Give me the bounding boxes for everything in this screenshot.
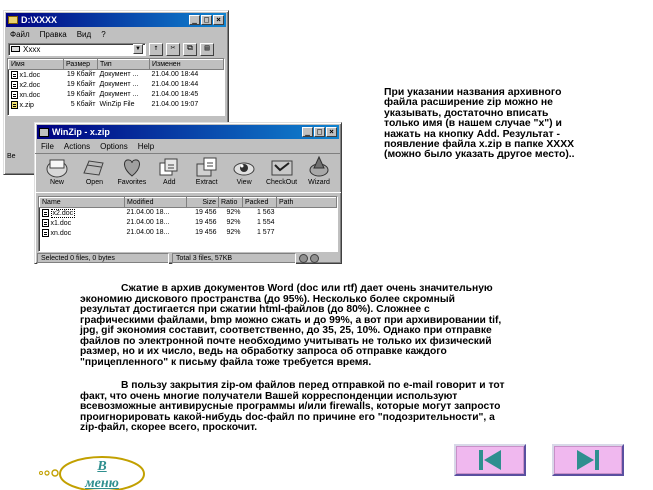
next-button[interactable] — [552, 444, 624, 476]
new-archive-icon — [44, 155, 70, 179]
file-type: Документ ... — [99, 91, 139, 98]
doc-file-icon — [42, 209, 49, 217]
add-files-icon — [156, 155, 182, 179]
file-modified: 21.04.00 19:07 — [151, 101, 199, 108]
table-row[interactable] — [9, 90, 224, 100]
minimize-button[interactable]: _ — [189, 15, 200, 25]
file-path — [277, 208, 337, 218]
doc-file-icon — [11, 71, 18, 79]
open-button[interactable]: Open — [76, 155, 112, 191]
file-modified: 21.04.00 18:45 — [151, 91, 199, 98]
file-name: x2.doc — [52, 209, 74, 217]
view-button[interactable]: View — [226, 155, 262, 191]
new-button[interactable]: New — [39, 155, 75, 191]
explorer-titlebar[interactable] — [6, 13, 226, 27]
checkout-icon — [269, 155, 295, 179]
favorites-heart-icon — [119, 155, 145, 179]
col-modified[interactable]: Modified — [125, 198, 187, 208]
file-modified: 21.04.00 18:44 — [151, 71, 199, 79]
file-ratio: 92% — [226, 209, 241, 217]
menu-options[interactable]: Options — [100, 142, 128, 151]
status-selected: Selected 0 files, 0 bytes — [37, 253, 169, 264]
winzip-toolbar — [35, 153, 341, 193]
col-name[interactable]: Имя — [9, 60, 64, 70]
menu-link-text[interactable]: В меню — [85, 459, 119, 490]
add-button[interactable]: Add — [151, 155, 187, 191]
open-archive-icon — [81, 155, 107, 179]
winzip-logo-icon — [39, 128, 49, 137]
close-button[interactable]: × — [326, 127, 337, 137]
menu-link[interactable] — [38, 452, 148, 490]
view-eye-icon — [231, 155, 257, 179]
explorer-menubar — [4, 29, 228, 41]
cut-icon[interactable]: ✂ — [166, 43, 180, 56]
file-size: 5 Кбайт — [70, 101, 96, 108]
file-size: 19 456 — [195, 209, 217, 217]
zip-file-icon — [11, 101, 18, 109]
menu-help[interactable]: Help — [137, 142, 155, 151]
doc-file-icon — [42, 229, 49, 237]
favorites-button[interactable]: Favorites — [114, 155, 150, 191]
file-type: Документ ... — [99, 81, 139, 88]
table-row[interactable] — [40, 218, 337, 228]
menu-view[interactable]: Вид — [76, 30, 92, 39]
explorer-addressbar — [4, 41, 228, 57]
file-size: 19 Кбайт — [66, 91, 96, 98]
wizard-button[interactable]: Wizard — [301, 155, 337, 191]
extract-button[interactable]: Extract — [189, 155, 225, 191]
status-total: Total 3 files, 57KB — [172, 253, 296, 264]
file-packed: 1 563 — [256, 209, 275, 217]
doc-file-icon — [11, 91, 18, 99]
table-row[interactable] — [9, 80, 224, 90]
status-lights-icon — [299, 253, 319, 264]
wizard-icon — [306, 155, 332, 179]
note-text: При указании названия архивного файла расширение zip можно не указывать, достаточно вписать только имя (в нашем случае "x") и нажать на кнопку Add. Результат - появление файла x.zip в папке XXXX (можно было указать другое место).. — [384, 87, 575, 161]
file-size: 19 456 — [195, 229, 217, 236]
winzip-window — [34, 122, 342, 264]
col-type[interactable]: Тип — [98, 60, 150, 70]
file-path — [277, 228, 337, 238]
explorer-file-list — [7, 58, 225, 116]
file-ratio: 92% — [226, 229, 241, 236]
copy-icon[interactable]: ⧉ — [183, 43, 197, 56]
maximize-button[interactable]: □ — [314, 127, 325, 137]
file-name: x.zip — [19, 101, 34, 109]
paragraph-2: В пользу закрытия zip-ом файлов перед отправкой по e-mail говорит и тот факт, что очень многие получатели Вашей корреспонденции используют всевозможные антивирусные программы и/или firewalls, которые могут запросто проигнорировать какой-нибудь doc-файл по причине его "подозрительности", а zip-файл, скорее всего, проскочит. — [80, 380, 505, 433]
file-modified: 21.04.00 18... — [126, 209, 170, 217]
file-modified: 21.04.00 18... — [126, 219, 170, 226]
menu-file[interactable]: File — [41, 142, 54, 151]
file-size: 19 Кбайт — [66, 81, 96, 88]
prev-button[interactable] — [454, 444, 526, 476]
file-modified: 21.04.00 18... — [126, 229, 170, 236]
file-type: Документ ... — [99, 71, 139, 79]
chevron-down-icon[interactable]: ▼ — [133, 44, 143, 54]
col-size[interactable]: Размер — [64, 60, 98, 70]
file-size: 19 456 — [195, 219, 217, 226]
col-path[interactable]: Path — [277, 198, 337, 208]
table-row[interactable] — [40, 208, 337, 218]
menu-help[interactable]: ? — [101, 30, 106, 39]
address-combo[interactable] — [8, 43, 146, 56]
close-button[interactable]: × — [213, 15, 224, 25]
explorer-title: D:\XXXX — [21, 15, 58, 25]
doc-file-icon — [11, 81, 18, 89]
checkout-button[interactable]: CheckOut — [264, 155, 300, 191]
file-type: WinZip File — [99, 101, 135, 108]
skip-back-icon — [475, 448, 505, 472]
file-path — [277, 218, 337, 228]
drive-icon — [11, 46, 20, 52]
winzip-title: WinZip - x.zip — [52, 127, 110, 137]
file-name: xn.doc — [19, 91, 41, 99]
file-packed: 1 577 — [256, 229, 275, 236]
extract-files-icon — [194, 155, 220, 179]
winzip-statusbar — [35, 252, 341, 265]
col-size[interactable]: Size — [187, 198, 219, 208]
paragraph-1: Сжатие в архив документов Word (doc или rtf) дает очень значительную экономию дискового пространства (до 95%). Несколько более скромный результат достигается при сжатии html-файлов (до 80%). Сложнее с графическими файлами, bmp можно сжать и до 99%, а вот при архивировании tif, jpg, gif экономия составит, соответственно, до 35, 25, 10%. Однако при отправке файлов по электронной почте необходимо учитывать не только их физический размер, но и их число, ведь на обработку запроса об отправке каждого "прицепленного" к письму файла тоже требуется время. — [80, 283, 502, 368]
skip-forward-icon — [573, 448, 603, 472]
col-name[interactable]: Name — [40, 198, 125, 208]
winzip-titlebar[interactable] — [37, 125, 339, 139]
file-name: x1.doc — [19, 71, 41, 79]
minimize-button[interactable]: _ — [302, 127, 313, 137]
col-packed[interactable]: Packed — [243, 198, 277, 208]
file-name: xn.doc — [50, 229, 72, 237]
file-name: x2.doc — [19, 81, 41, 89]
file-modified: 21.04.00 18:44 — [151, 81, 199, 88]
file-name: x1.doc — [50, 219, 72, 227]
file-ratio: 92% — [226, 219, 241, 226]
winzip-menubar — [35, 141, 341, 153]
winzip-file-list — [38, 196, 338, 252]
file-size: 19 Кбайт — [66, 71, 96, 79]
folder-icon — [8, 16, 18, 24]
paste-icon[interactable]: ▤ — [200, 43, 214, 56]
table-row[interactable] — [9, 70, 224, 80]
maximize-button[interactable]: □ — [201, 15, 212, 25]
explorer-status-partial: Be — [7, 153, 16, 160]
menu-actions[interactable]: Actions — [63, 142, 91, 151]
doc-file-icon — [42, 219, 49, 227]
table-row[interactable] — [40, 228, 337, 238]
table-row[interactable] — [9, 100, 224, 110]
up-folder-icon[interactable]: ↑ — [149, 43, 163, 56]
address-value: Xxxx — [23, 44, 41, 54]
menu-edit[interactable]: Правка — [39, 30, 67, 39]
file-packed: 1 554 — [256, 219, 275, 226]
col-ratio[interactable]: Ratio — [219, 198, 243, 208]
menu-file[interactable]: Файл — [10, 30, 30, 39]
col-modified[interactable]: Изменен — [150, 60, 224, 70]
